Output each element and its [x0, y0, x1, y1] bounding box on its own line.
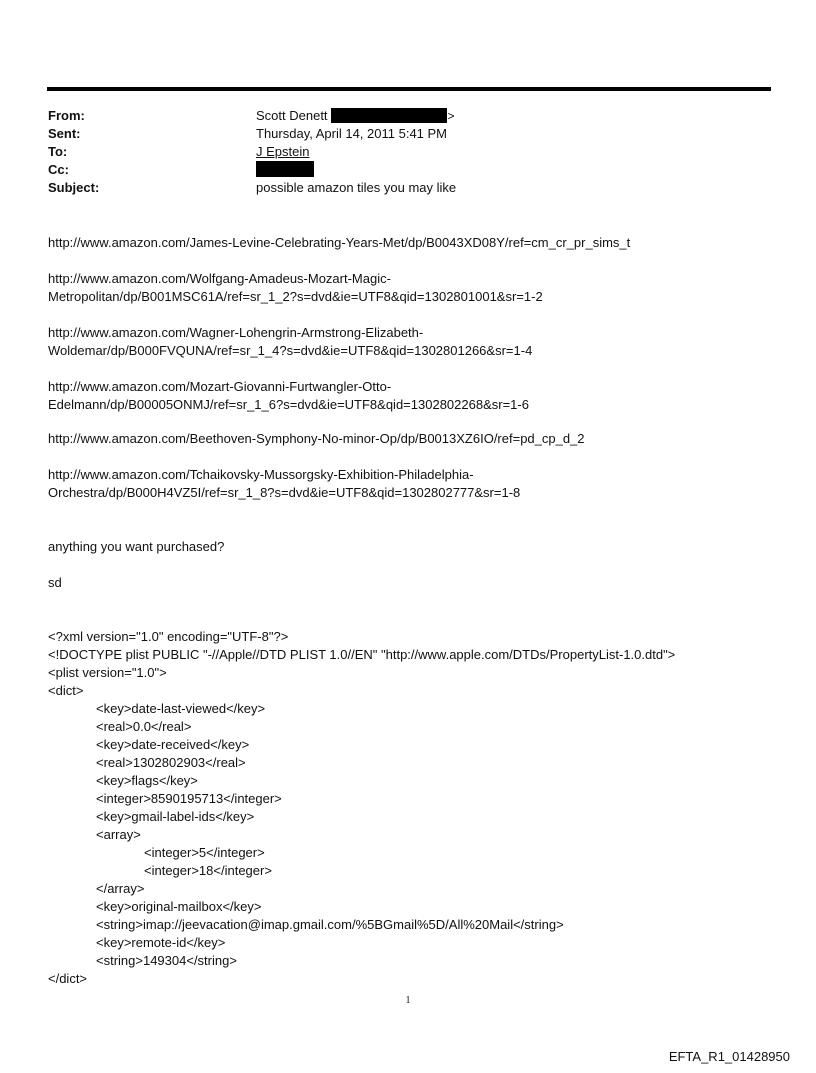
link-line: http://www.amazon.com/Wolfgang-Amadeus-Mozart-Magic- [48, 271, 391, 286]
link-paragraph [48, 234, 768, 252]
xml-line: <integer>8590195713</integer> [96, 791, 282, 806]
subject-label: Subject: [48, 180, 100, 195]
cc-row [48, 161, 748, 179]
xml-line: <integer>18</integer> [144, 863, 272, 878]
page-number: 1 [405, 995, 411, 1006]
link-line: Woldemar/dp/B000FVQUNA/ref=sr_1_4?s=dvd&ie=UTF8&qid=1302801266&sr=1-4 [48, 343, 533, 358]
from-value [256, 107, 455, 125]
header-rule [47, 87, 771, 91]
link-line: http://www.amazon.com/Tchaikovsky-Mussorgsky-Exhibition-Philadelphia- [48, 467, 474, 482]
xml-line: </array> [96, 881, 145, 896]
xml-line: <dict> [48, 683, 84, 698]
redaction-box [256, 161, 314, 177]
subject-row [48, 179, 748, 197]
xml-line: </dict> [48, 971, 88, 986]
xml-line: <!DOCTYPE plist PUBLIC "-//Apple//DTD PLIST 1.0//EN" "http://www.apple.com/DTDs/PropertyList-1.0.dtd"> [48, 647, 676, 662]
xml-line: <integer>5</integer> [144, 845, 265, 860]
xml-line: <real>0.0</real> [96, 719, 192, 734]
xml-line: <plist version="1.0"> [48, 665, 167, 680]
link-paragraph [48, 324, 768, 360]
xml-line: <key>remote-id</key> [96, 935, 226, 950]
cc-label: Cc: [48, 162, 69, 177]
from-label: From: [48, 108, 85, 123]
to-value: J Epstein [256, 144, 310, 159]
xml-line: <key>date-last-viewed</key> [96, 701, 266, 716]
link-paragraph [48, 270, 768, 306]
redaction-box [331, 108, 447, 123]
xml-line: <real>1302802903</real> [96, 755, 246, 770]
subject-value: possible amazon tiles you may like [256, 180, 457, 195]
question-text: anything you want purchased? [48, 539, 225, 554]
from-name: Scott Denett [256, 108, 328, 123]
xml-line: <string>149304</string> [96, 953, 237, 968]
link-line: http://www.amazon.com/Wagner-Lohengrin-Armstrong-Elizabeth- [48, 325, 424, 340]
to-label: To: [48, 144, 68, 159]
from-row [48, 107, 748, 125]
link-line: http://www.amazon.com/Mozart-Giovanni-Furtwangler-Otto- [48, 379, 392, 394]
link-line: http://www.amazon.com/Beethoven-Symphony-No-minor-Op/dp/B0013XZ6IO/ref=pd_cp_d_2 [48, 431, 585, 446]
sent-label: Sent: [48, 126, 81, 141]
link-line: Metropolitan/dp/B001MSC61A/ref=sr_1_2?s=dvd&ie=UTF8&qid=1302801001&sr=1-2 [48, 289, 543, 304]
xml-line: <?xml version="1.0" encoding="UTF-8"?> [48, 629, 289, 644]
xml-line: <array> [96, 827, 141, 842]
sent-value: Thursday, April 14, 2011 5:41 PM [256, 126, 448, 141]
link-line: Edelmann/dp/B00005ONMJ/ref=sr_1_6?s=dvd&ie=UTF8&qid=1302802268&sr=1-6 [48, 397, 529, 412]
bates-number: EFTA_R1_01428950 [668, 1049, 790, 1064]
xml-line: <key>original-mailbox</key> [96, 899, 262, 914]
link-paragraph [48, 466, 768, 502]
xml-line: <key>date-received</key> [96, 737, 250, 752]
xml-line: <key>gmail-label-ids</key> [96, 809, 255, 824]
link-line: Orchestra/dp/B000H4VZ5I/ref=sr_1_8?s=dvd&ie=UTF8&qid=1302802777&sr=1-8 [48, 485, 521, 500]
signature-text: sd [48, 575, 62, 590]
link-paragraph [48, 378, 768, 414]
to-row [48, 143, 748, 161]
from-tail: > [447, 109, 455, 123]
xml-line: <string>imap://jeevacation@imap.gmail.com/%5BGmail%5D/All%20Mail</string> [96, 917, 564, 932]
sent-row [48, 125, 748, 143]
xml-line: <key>flags</key> [96, 773, 198, 788]
link-paragraph [48, 430, 768, 448]
link-line: http://www.amazon.com/James-Levine-Celebrating-Years-Met/dp/B0043XD08Y/ref=cm_cr_pr_sims_t [48, 235, 631, 250]
